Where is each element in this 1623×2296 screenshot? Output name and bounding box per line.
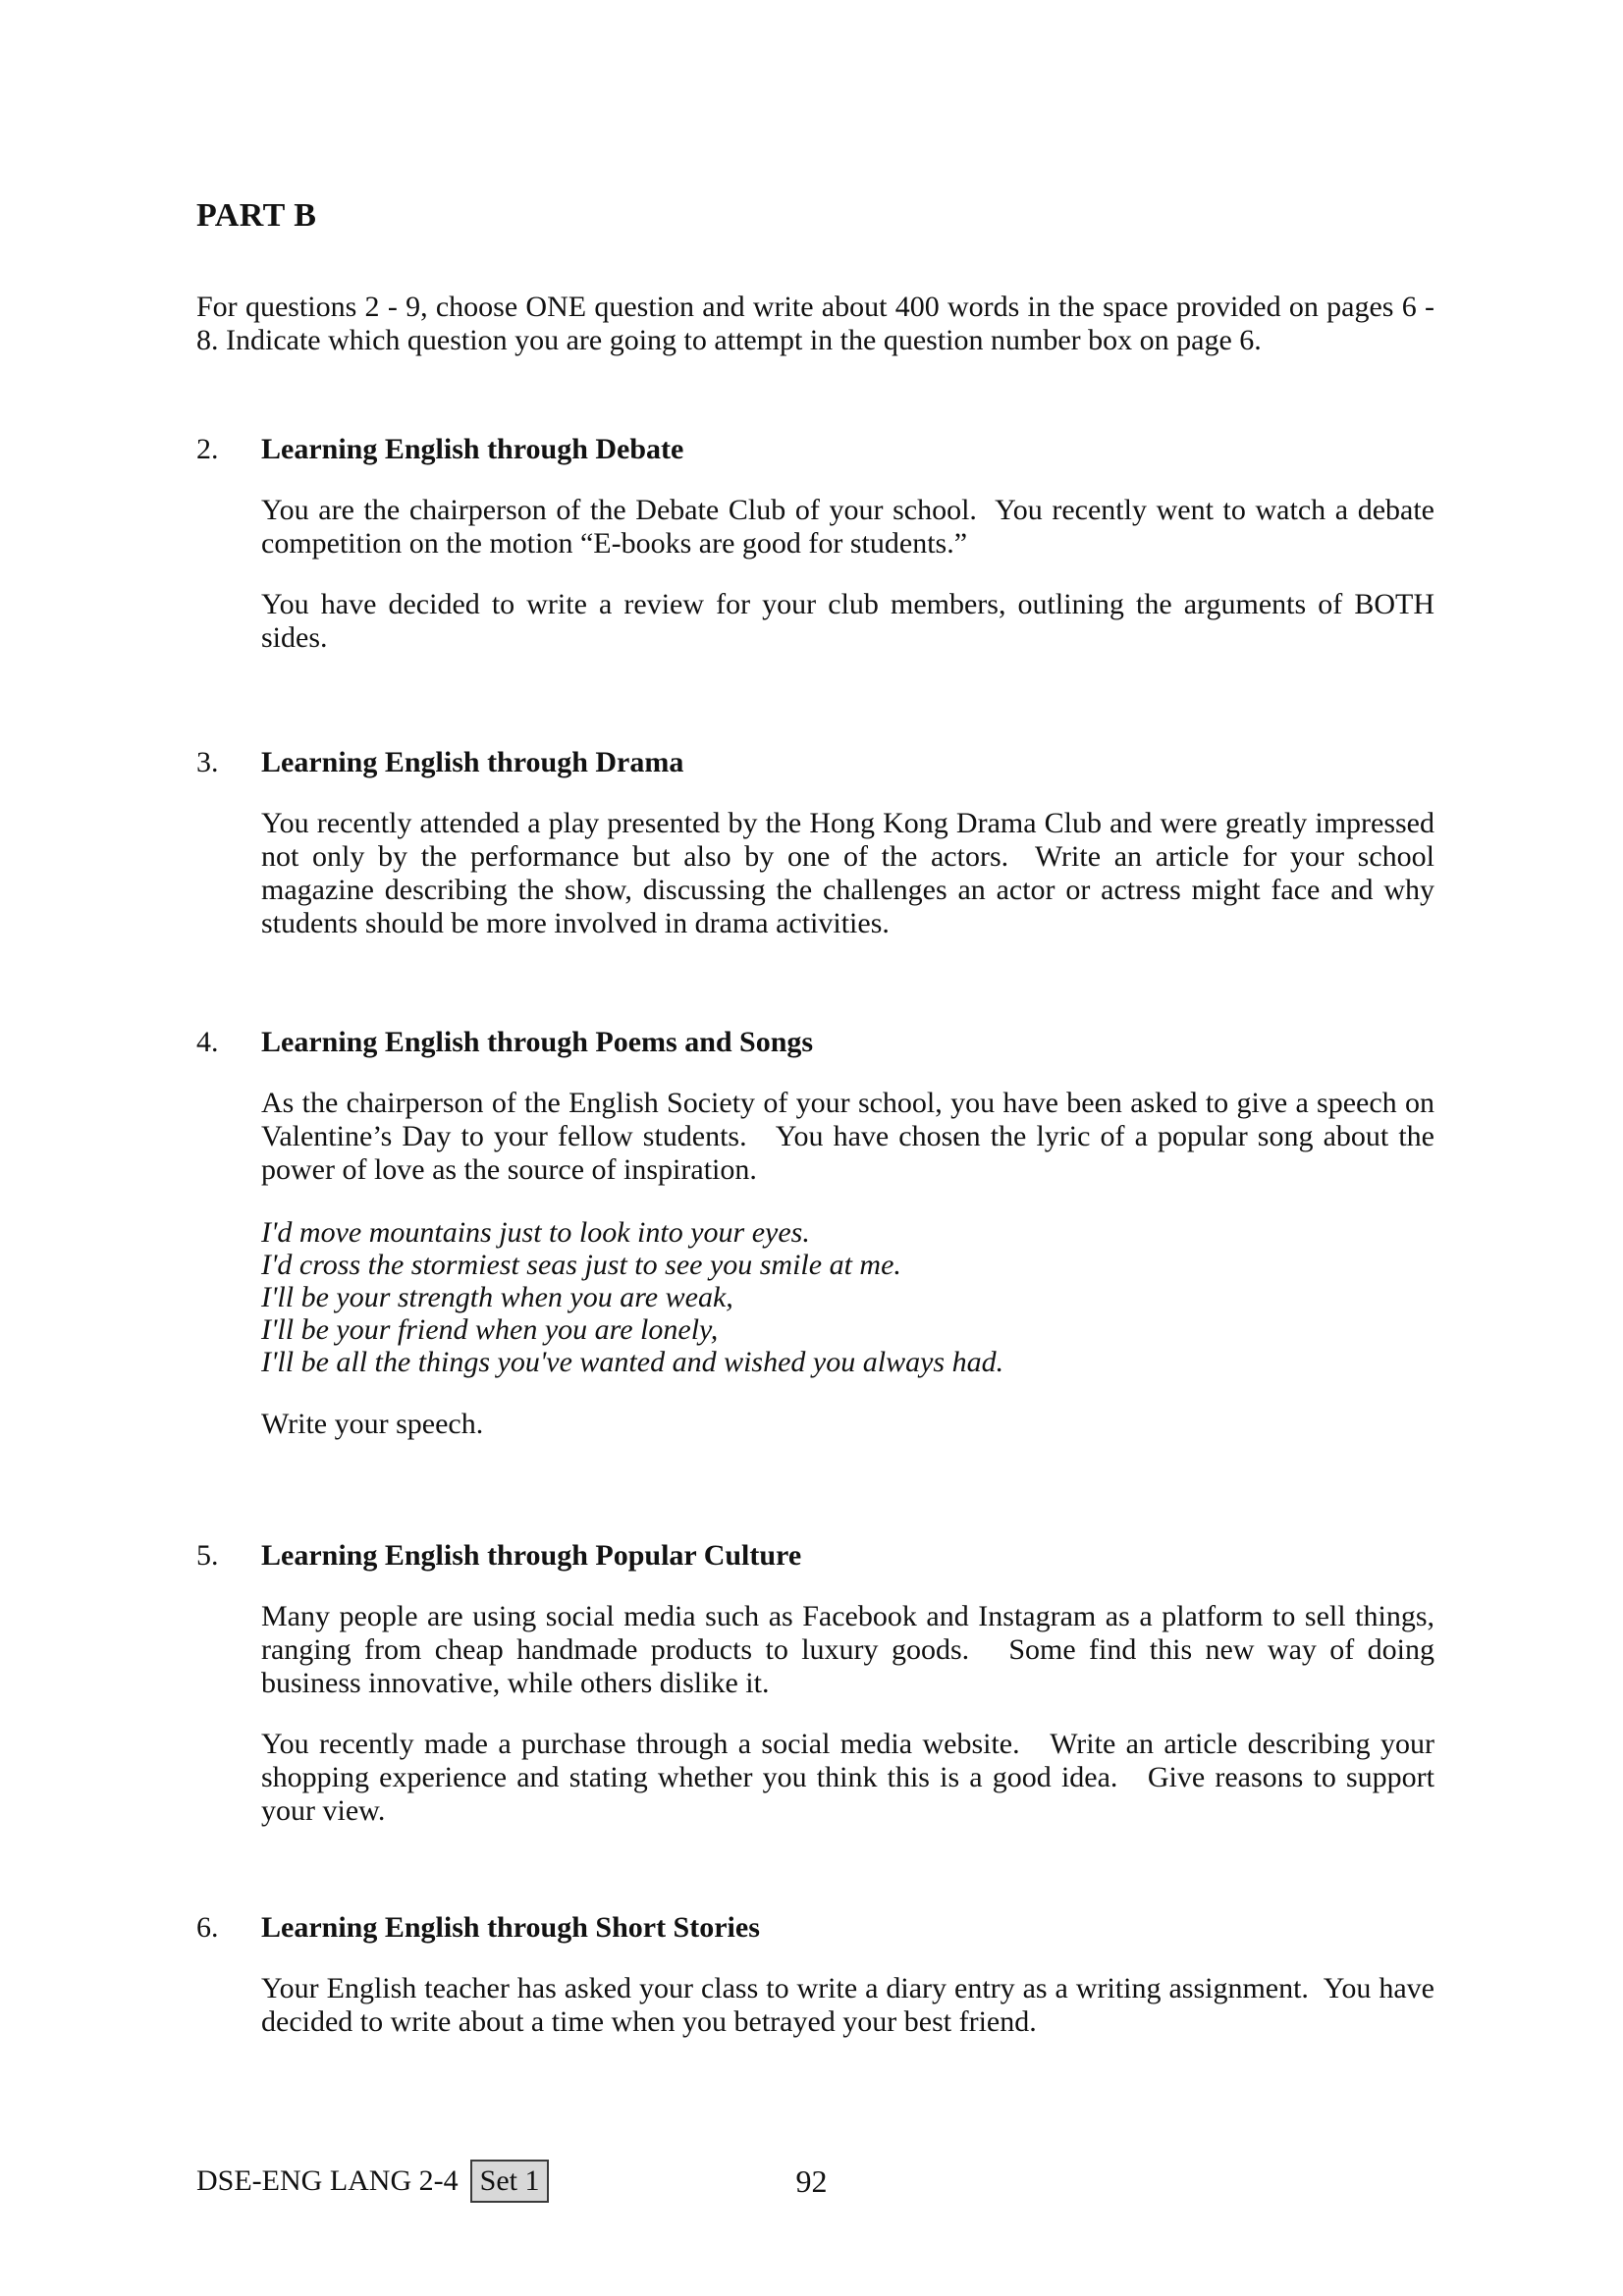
set-label-box: Set 1 [470, 2160, 550, 2203]
question-body [261, 1539, 1434, 1828]
question-paragraph: You recently made a purchase through a social media website. Write an article describing your shopping experience and stating whether you think this is a good idea. Give reasons to support your view. [261, 1728, 1434, 1827]
question-body [261, 746, 1434, 940]
question-paragraph: You recently attended a play presented by the Hong Kong Drama Club and were greatly impressed not only by the performance but also by one of the actors. Write an article for your school magazine describing the show, discussing the challenges an actor or actress might face and why students should be more involved in drama activities. [261, 807, 1434, 939]
lyric-line: I'd move mountains just to look into your eyes. [261, 1216, 810, 1249]
question-body [261, 1026, 1434, 1441]
lyric-line: I'll be your strength when you are weak, [261, 1281, 733, 1313]
question-paragraph: You have decided to write a review for your club members, outlining the arguments of BOTH sides. [261, 588, 1434, 654]
lyric-line: I'd cross the stormiest seas just to see you smile at me. [261, 1249, 901, 1281]
lyric-line: I'll be your friend when you are lonely, [261, 1313, 719, 1346]
document-code: DSE-ENG LANG 2-4 [196, 2164, 459, 2197]
question-row [196, 1911, 1434, 2039]
question-section-6 [196, 1911, 1434, 2039]
question-title: Learning English through Popular Culture [261, 1539, 802, 1572]
question-title: Learning English through Poems and Songs [261, 1026, 814, 1058]
intro-paragraph: For questions 2 - 9, choose ONE question and write about 400 words in the space provided on pages 6 - 8. Indicate which question you are going to attempt in the question number box on page 6. [196, 291, 1434, 356]
question-row [196, 1026, 1434, 1441]
question-body [261, 1911, 1434, 2039]
question-number: 4. [196, 1026, 219, 1058]
question-number: 2. [196, 433, 219, 465]
question-paragraph: Write your speech. [261, 1408, 484, 1440]
question-paragraph: As the chairperson of the English Society of your school, you have been asked to give a speech on Valentine’s Day to your fellow students. You have chosen the lyric of a popular song about the power of love as the source of inspiration. [261, 1087, 1434, 1186]
question-number: 3. [196, 746, 219, 778]
question-number: 5. [196, 1539, 219, 1572]
question-row [196, 1539, 1434, 1828]
song-lyrics-block [261, 1216, 1434, 1378]
question-section-4 [196, 1026, 1434, 1441]
question-title: Learning English through Short Stories [261, 1911, 760, 1944]
question-number: 6. [196, 1911, 219, 1944]
question-paragraph: Many people are using social media such as Facebook and Instagram as a platform to sell things, ranging from cheap handmade products to luxury goods. Some find this new way of doing business innovative, while others dislike it. [261, 1600, 1434, 1699]
question-section-5 [196, 1539, 1434, 1828]
question-row [196, 433, 1434, 655]
question-body [261, 433, 1434, 655]
question-section-3 [196, 746, 1434, 940]
page-footer [0, 2160, 1623, 2205]
question-paragraph: Your English teacher has asked your class to write a diary entry as a writing assignment. You have decided to write about a time when you betrayed your best friend. [261, 1972, 1434, 2038]
question-title: Learning English through Debate [261, 433, 684, 465]
question-paragraph: You are the chairperson of the Debate Club of your school. You recently went to watch a debate competition on the motion “E-books are good for students.” [261, 494, 1434, 560]
question-row [196, 746, 1434, 940]
part-heading: PART B [196, 197, 317, 234]
question-section-2 [196, 433, 1434, 655]
lyric-line: I'll be all the things you've wanted and wished you always had. [261, 1346, 1004, 1378]
page-content [196, 0, 1434, 2039]
page-number: 92 [795, 2163, 828, 2199]
question-title: Learning English through Drama [261, 746, 684, 778]
